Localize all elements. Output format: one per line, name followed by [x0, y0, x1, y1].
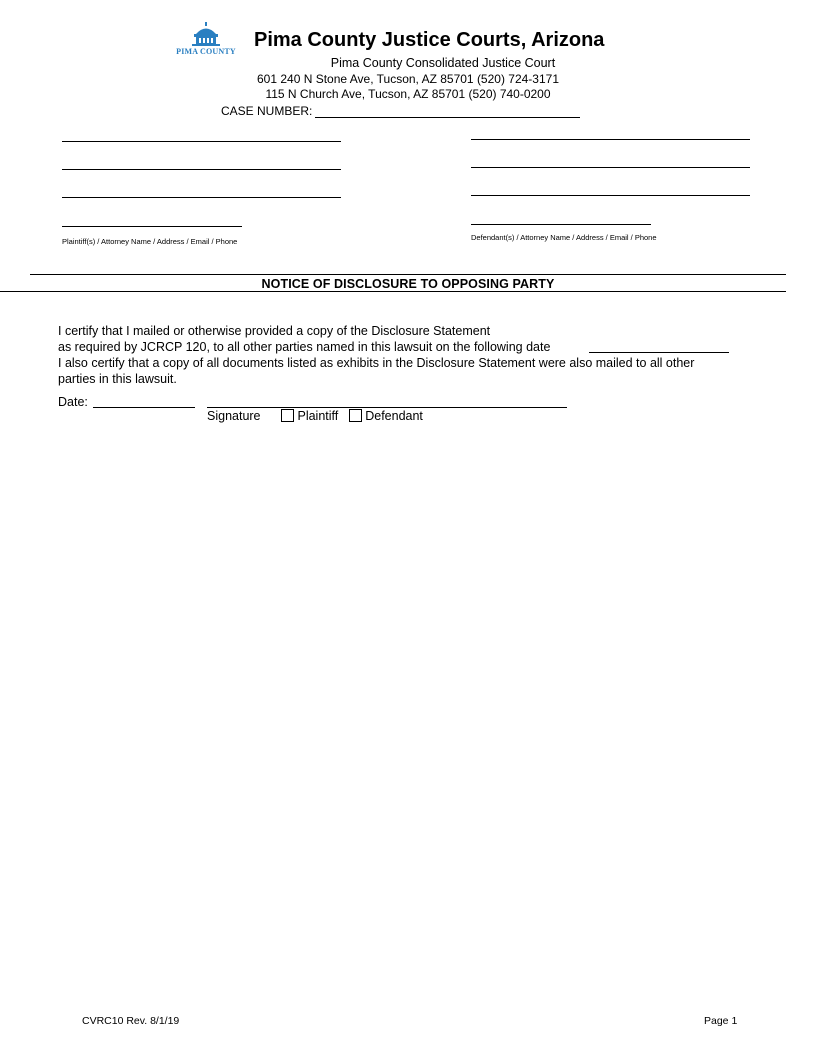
courthouse-dome-icon [172, 22, 240, 48]
date-field[interactable] [93, 407, 195, 408]
page-number: Page 1 [704, 1015, 738, 1027]
plaintiff-caption: Plaintiff(s) / Attorney Name / Address / Email / Phone [62, 237, 238, 246]
plaintiff-line-4[interactable] [62, 226, 242, 227]
defendant-caption: Defendant(s) / Attorney Name / Address / Email / Phone [471, 233, 657, 242]
divider-bottom [0, 291, 786, 292]
form-id: CVRC10 Rev. 8/1/19 [82, 1015, 180, 1027]
case-number-field[interactable] [315, 117, 580, 118]
plaintiff-line-3[interactable] [62, 197, 341, 198]
notice-title: NOTICE OF DISCLOSURE TO OPPOSING PARTY [261, 277, 555, 291]
certify-line-3: I also certify that a copy of all documents listed as exhibits in the Disclosure Statement were also mailed to all other [58, 356, 695, 370]
logo-text: PIMA COUNTY [176, 47, 236, 56]
date-label: Date: [58, 395, 88, 409]
signature-field[interactable] [207, 407, 567, 408]
defendant-line-3[interactable] [471, 195, 750, 196]
defendant-line-4[interactable] [471, 224, 651, 225]
plaintiff-checkbox[interactable] [281, 409, 294, 422]
court-address-second: 115 N Church Ave, Tucson, AZ 85701 (520) 740-0200 [265, 87, 551, 101]
date-provided-field[interactable] [589, 352, 729, 353]
plaintiff-line-1[interactable] [62, 141, 341, 142]
plaintiff-label: Plaintiff [297, 409, 339, 423]
case-number-label: CASE NUMBER: [221, 104, 313, 118]
certify-line-4: parties in this lawsuit. [58, 372, 177, 386]
signature-row [207, 409, 423, 423]
defendant-label: Defendant [365, 409, 423, 423]
court-address: 601 240 N Stone Ave, Tucson, AZ 85701 (520) 724-3171 [257, 72, 559, 86]
certify-line-2: as required by JCRCP 120, to all other parties named in this lawsuit on the following date [58, 340, 551, 354]
signature-label: Signature [207, 409, 261, 423]
pima-county-logo [172, 22, 240, 56]
court-title: Pima County Justice Courts, Arizona [254, 29, 605, 51]
certify-line-1: I certify that I mailed or otherwise provided a copy of the Disclosure Statement [58, 324, 491, 338]
defendant-line-2[interactable] [471, 167, 750, 168]
divider-top [30, 274, 786, 275]
defendant-line-1[interactable] [471, 139, 750, 140]
plaintiff-line-2[interactable] [62, 169, 341, 170]
court-subtitle: Pima County Consolidated Justice Court [330, 56, 556, 70]
defendant-checkbox[interactable] [349, 409, 362, 422]
